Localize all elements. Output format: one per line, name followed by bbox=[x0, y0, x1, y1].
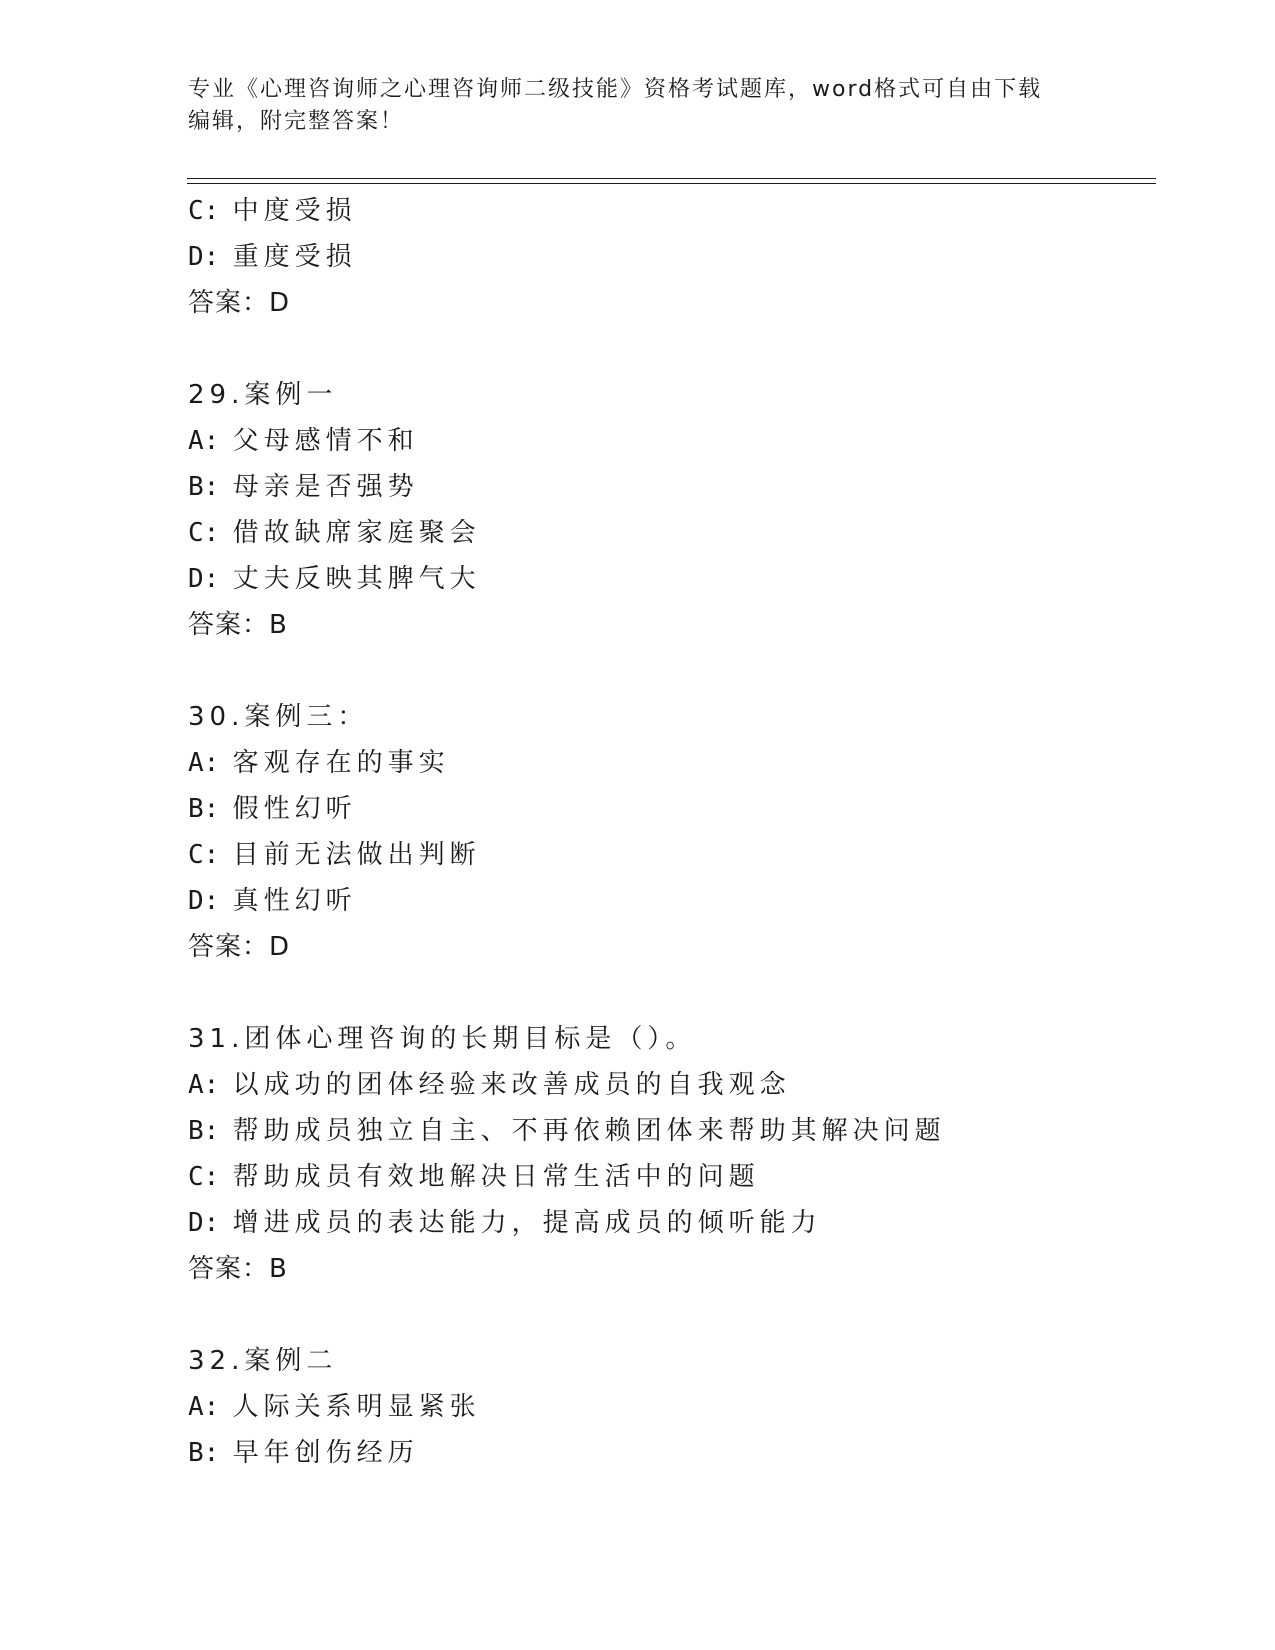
option-text: 帮助成员独立自主、不再依赖团体来帮助其解决问题 bbox=[232, 1116, 946, 1146]
option-line bbox=[188, 1062, 1188, 1108]
option-letter: D: bbox=[188, 242, 220, 272]
option-letter: B: bbox=[188, 794, 220, 824]
header-divider-top bbox=[187, 178, 1156, 179]
option-text: 丈夫反映其脾气大 bbox=[232, 564, 481, 594]
option-letter: C: bbox=[188, 840, 220, 870]
option-text: 母亲是否强势 bbox=[232, 472, 419, 502]
header-divider-bottom bbox=[187, 183, 1156, 184]
answer-line: 答案：D bbox=[188, 932, 291, 962]
option-text: 目前无法做出判断 bbox=[232, 840, 481, 870]
question-title: 29.案例一 bbox=[188, 380, 338, 410]
option-line bbox=[188, 464, 1188, 510]
option-letter: B: bbox=[188, 472, 220, 502]
option-text: 客观存在的事实 bbox=[232, 748, 450, 778]
option-line bbox=[188, 740, 1188, 786]
option-letter: D: bbox=[188, 886, 220, 916]
option-line bbox=[188, 418, 1188, 464]
option-line bbox=[188, 234, 1188, 280]
block-gap bbox=[188, 970, 1188, 1016]
answer-line: 答案：D bbox=[188, 288, 291, 318]
option-line bbox=[188, 1108, 1188, 1154]
option-letter: A: bbox=[188, 1392, 220, 1422]
option-line bbox=[188, 786, 1188, 832]
option-letter: D: bbox=[188, 564, 220, 594]
block-gap bbox=[188, 1292, 1188, 1338]
header-line-2: 编辑，附完整答案！ bbox=[188, 109, 405, 134]
header-line-1: 专业《心理咨询师之心理咨询师二级技能》资格考试题库，word格式可自由下载 bbox=[188, 77, 1043, 102]
option-line bbox=[188, 1430, 1188, 1476]
option-line bbox=[188, 1154, 1188, 1200]
option-text: 早年创伤经历 bbox=[232, 1438, 419, 1468]
option-letter: C: bbox=[188, 1162, 220, 1192]
option-text: 借故缺席家庭聚会 bbox=[232, 518, 481, 548]
option-line bbox=[188, 1384, 1188, 1430]
option-text: 真性幻听 bbox=[232, 886, 357, 916]
option-text: 以成功的团体经验来改善成员的自我观念 bbox=[232, 1070, 791, 1100]
question-title: 30.案例三： bbox=[188, 702, 369, 732]
option-letter: B: bbox=[188, 1438, 220, 1468]
option-letter: B: bbox=[188, 1116, 220, 1146]
option-letter: A: bbox=[188, 426, 220, 456]
option-text: 重度受损 bbox=[232, 242, 357, 272]
option-text: 帮助成员有效地解决日常生活中的问题 bbox=[232, 1162, 760, 1192]
question-list bbox=[188, 188, 1188, 1476]
block-gap bbox=[188, 326, 1188, 372]
option-line bbox=[188, 832, 1188, 878]
option-letter: A: bbox=[188, 1070, 220, 1100]
block-gap bbox=[188, 648, 1188, 694]
answer-line: 答案：B bbox=[188, 1254, 288, 1284]
option-text: 中度受损 bbox=[232, 196, 357, 226]
question-title: 32.案例二 bbox=[188, 1346, 338, 1376]
option-line bbox=[188, 556, 1188, 602]
option-text: 假性幻听 bbox=[232, 794, 357, 824]
option-line bbox=[188, 878, 1188, 924]
option-letter: C: bbox=[188, 518, 220, 548]
option-line bbox=[188, 1200, 1188, 1246]
option-text: 人际关系明显紧张 bbox=[232, 1392, 481, 1422]
option-letter: C: bbox=[188, 196, 220, 226]
page-header bbox=[188, 74, 1088, 138]
option-letter: D: bbox=[188, 1208, 220, 1238]
option-letter: A: bbox=[188, 748, 220, 778]
option-line bbox=[188, 510, 1188, 556]
option-line bbox=[188, 188, 1188, 234]
option-text: 增进成员的表达能力，提高成员的倾听能力 bbox=[232, 1208, 822, 1238]
option-text: 父母感情不和 bbox=[232, 426, 419, 456]
question-title: 31.团体心理咨询的长期目标是（）。 bbox=[188, 1024, 697, 1054]
answer-line: 答案：B bbox=[188, 610, 288, 640]
